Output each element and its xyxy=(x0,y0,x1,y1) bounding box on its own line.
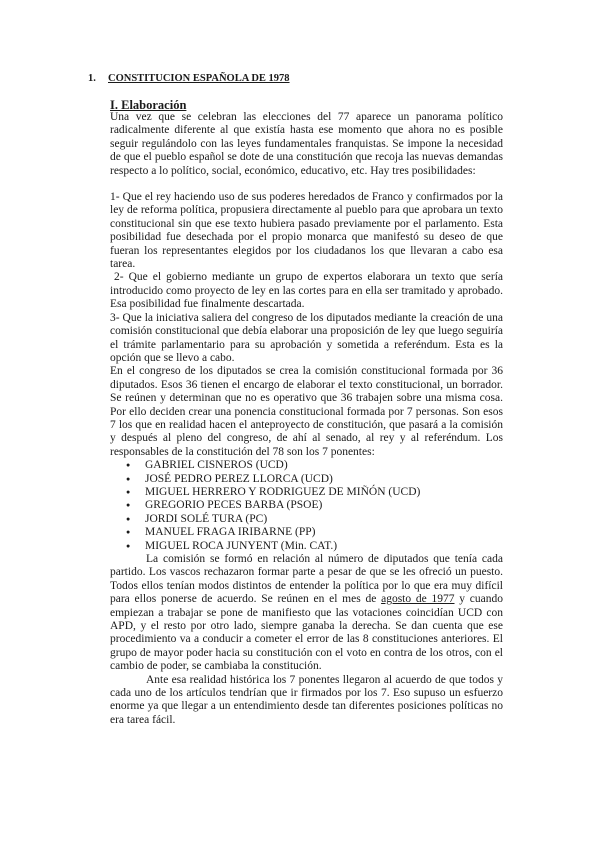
list-item: ● MIGUEL HERRERO Y RODRIGUEZ DE MIÑÓN (UCD) xyxy=(110,486,503,499)
list-item: ● JORDI SOLÉ TURA (PC) xyxy=(110,513,503,526)
intro-paragraph: Una vez que se celebran las elecciones del 77 aparece un panorama político radicalmente diferente al que existía hasta ese momento que ahora no es posible seguir regulándolo con las leyes fundamentales franquistas. Se impone la necesidad de que el pueblo español se dote de una constitución que recoja las nuevas demandas respecto a lo político, social, económico, educativo, etc. Hay tres posibilidades: xyxy=(110,111,503,177)
list-item: ● MANUEL FRAGA IRIBARNE (PP) xyxy=(110,526,503,539)
closing-paragraph: Ante esa realidad histórica los 7 ponentes llegaron al acuerdo de que todos y cada uno de los artículos tendrían que ir firmados por los 7. Eso supuso un esfuerzo enorme ya que llegar a un entendimiento desde tan diferentes posiciones políticas no era tarea fácil. xyxy=(110,673,503,726)
list-item: ● GREGORIO PECES BARBA (PSOE) xyxy=(110,499,503,512)
list-item: ● GABRIEL CISNEROS (UCD) xyxy=(110,459,503,472)
commission-text-b: y cuando empiezan a trabajar se pone de manifiesto que las votaciones coincidían UCD con APD, y el resto por otro lado, siempre ganaba la derecha. Se dan cuenta que ese procedimiento va a conducir a cometer el error de las 8 constituciones anteriores. El grupo de mayor poder hacia su constitución con el voto en contra de los otros, con el cambio de poder, se cambiaba la constitución. xyxy=(110,593,503,673)
section-heading xyxy=(88,73,290,84)
subsection-heading: I. Elaboración xyxy=(110,98,187,112)
section-title: CONSTITUCION ESPAÑOLA DE 1978 xyxy=(108,73,290,84)
list-item: ● JOSÉ PEDRO PEREZ LLORCA (UCD) xyxy=(110,473,503,486)
option-2-paragraph: 2- Que el gobierno mediante un grupo de expertos elaborara un texto que sería introducido como proyecto de ley en las cortes para en ella ser tramitado y aprobado. Esa posibilidad fue finalmente descartada. xyxy=(110,271,503,311)
commission-text-a: La comisión se formó en relación al número de diputados que tenía cada partido. Los vascos rechazaron formar parte a pesar de que se les ofreció un puesto. Todos ellos tenían modos distintos de entender la política por lo que era muy difícil para ellos ponerse de acuerdo. Se reúnen en el mes de xyxy=(110,553,503,606)
commission-paragraph xyxy=(110,553,503,674)
ponentes-list xyxy=(110,459,503,553)
congress-paragraph: En el congreso de los diputados se crea la comisión constitucional formada por 36 diputados. Esos 36 tienen el encargo de elaborar el texto constitucional, un borrador. Se reúnen y determinan que no es operativo que 36 trabajen sobre una misma cosa. Por ello deciden crear una ponencia constitucional formada por 7 personas. Son esos 7 los que en realidad hacen el anteproyecto de constitución, que pasará a la comisión y después al pleno del congreso, de ahí al senado, al rey y al referéndum. Los responsables de la constitución del 78 son los 7 ponentes: xyxy=(110,365,503,458)
option-3-paragraph: 3- Que la iniciativa saliera del congreso de los diputados mediante la creación de una comisión constitucional que debía elaborar una proposición de ley que luego seguiría el trámite parlamentario para su aprobación y sometida a referéndum. Esta es la opción que se llevo a cabo. xyxy=(110,311,503,364)
option-1-paragraph: 1- Que el rey haciendo uso de sus poderes heredados de Franco y confirmados por la ley de reforma política, propusiera directamente al pueblo para que aprobara un texto constitucional sin que ese texto hubiera pasado previamente por el parlamento. Esta posibilidad fue desechada por el propio monarca que manifestó su deseo de que fueran los representantes elegidos por los ciudadanos los que llevaran a cabo esa tarea. xyxy=(110,191,503,271)
section-number: 1. xyxy=(88,73,96,84)
commission-date: agosto de 1977 xyxy=(381,593,455,606)
list-item: ● MIGUEL ROCA JUNYENT (Min. CAT.) xyxy=(110,540,503,553)
document-body xyxy=(110,111,503,727)
